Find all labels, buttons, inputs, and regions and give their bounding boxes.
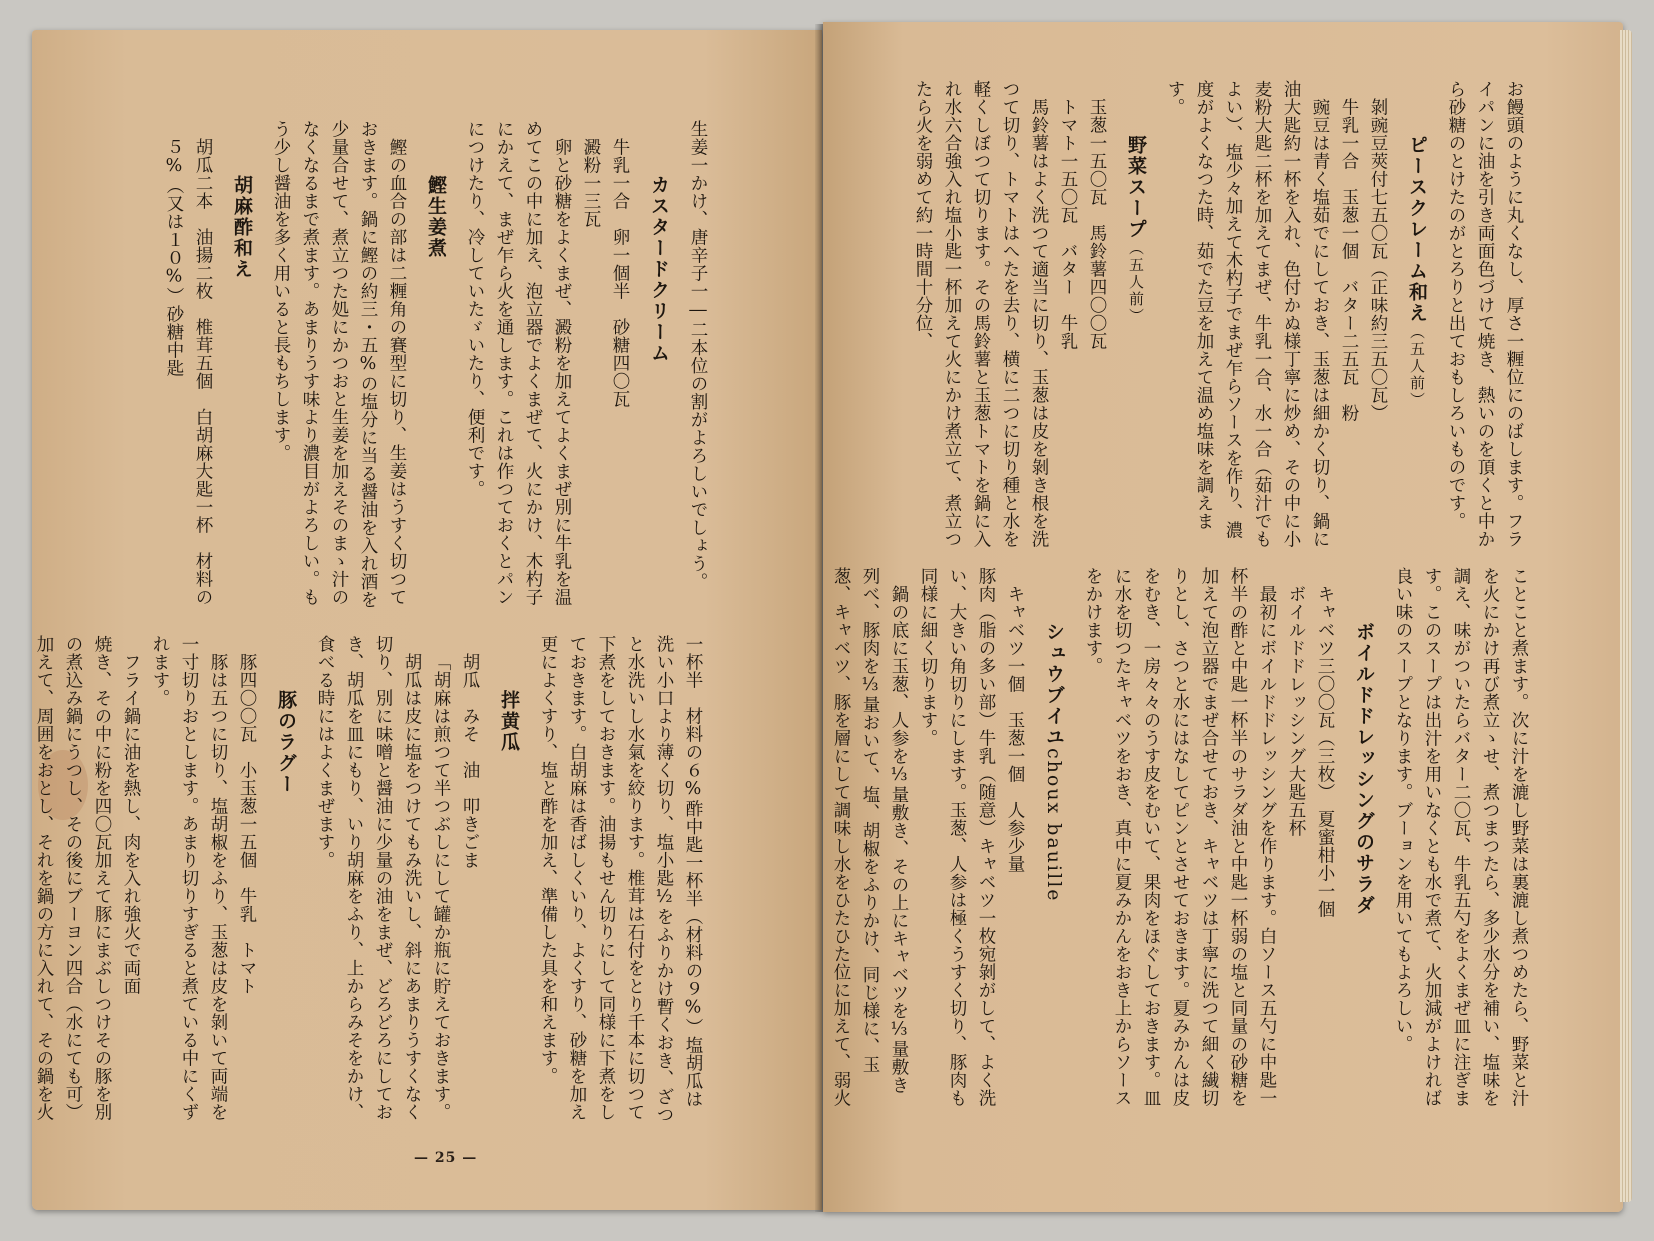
left-page-top-column xyxy=(92,120,712,620)
ingredient-line: 玉葱一五〇瓦 馬鈴薯四〇〇瓦 xyxy=(1087,98,1107,350)
body-paragraph: お饅頭のように丸くなし、厚さ一糎位にのばします。フライパンに油を引き両面色づけて焼き、熱いのを頂くと中から砂糖のとけたのがとろりと出ておもしろいものです。 xyxy=(1446,80,1524,548)
ingredient-line: 豚四〇〇瓦 小玉葱一五個 牛乳 トマト xyxy=(237,653,257,995)
recipe-title: ボイルドドレッシングのサラダ xyxy=(1353,622,1375,916)
recipe-heading xyxy=(1349,567,1378,1107)
recipe-heading xyxy=(271,635,300,1125)
recipe-latin-name: choux bauille xyxy=(1043,748,1065,903)
ingredient-line: 澱粉一三瓦 xyxy=(581,138,601,228)
recipe-title: 野菜スープ xyxy=(1125,135,1147,240)
recipe-title: 胡麻酢和え xyxy=(231,175,253,280)
body-paragraph: 豚は五つに切り、塩胡椒をふり、玉葱は皮を剝いて両端を一寸切りおとします。あまり切りすぎると煮ている中にくずれます。 xyxy=(150,635,228,1121)
serving-size: （五人前） xyxy=(1408,324,1426,409)
ingredient-line: ボイルドドレッシング大匙五杯 xyxy=(1286,585,1306,837)
ingredient-line: 胡瓜二本 油揚二枚 椎茸五個 白胡麻大匙一杯 材料の５%（又は１０%）砂糖中匙 xyxy=(164,138,213,606)
body-paragraph: 馬鈴薯はよく洗つて適当に切り、玉葱は皮を剝き根を洗つて切り、トマトはへたを去り、横に二つに切り種と水を軽くしぼつて切ります。その馬鈴薯と玉葱トマトを鍋に入れ水六合強入れ塩小匙一杯加えて火にかけ煮立て、煮立つたら火を弱めて約一時間十分位、 xyxy=(913,80,1049,548)
recipe-title: 拌黄瓜 xyxy=(498,690,520,753)
ingredient-line: 牛乳一合 卵一個半 砂糖四〇瓦 xyxy=(610,138,630,408)
recipe-heading xyxy=(494,635,523,1125)
body-paragraph: 最初にボイルドドレッシングを作ります。白ソース五勺に中匙一杯半の酢と中匙一杯半のサラダ油と中匙一杯弱の塩と同量の砂糖を加えて泡立器でまぜ合せておき、キャベツは丁寧に洗つて細く繊切りとし、さつと水にはなしてピンとさせておきます。夏みかんは皮をむき、一房々々のうす皮をむいて、果肉をほぐしておきます。皿に水を切つたキャベツをおき、真中に夏みかんをおき上からソースをかけます。 xyxy=(1083,567,1277,1107)
recipe-heading xyxy=(1039,567,1068,1107)
recipe-heading xyxy=(421,120,450,620)
left-page xyxy=(32,30,822,1210)
body-paragraph: 生姜一かけ、唐辛子一―二本位の割がよろしいでしょう。 xyxy=(688,120,708,591)
page-number-left: — 25 — xyxy=(414,1150,478,1166)
body-paragraph: 鰹の血合の部は二糎角の賽型に切り、生姜はうすく切つておきます。鍋に鰹の約三・五%の塩分に当る醤油を入れ酒を少量合せて、煮立つた処にかつおと生姜を加えそのまゝ汁のなくなるまで煮ます。あまりうす味より濃目がよろしい。もう少し醤油を多く用いると長もちします。 xyxy=(271,120,407,609)
body-paragraph: 卵と砂糖をよくまぜ、澱粉を加えてよくまぜ別に牛乳を温めてこの中に加え、泡立器でよくまぜて、火にかけ、木杓子にかえて、まぜ乍ら火を通します。これは作つておくとパンにつけたり、冷していたゞいたり、便利です。 xyxy=(465,120,572,606)
ingredient-line: キャベツ三〇〇瓦（三枚） 夏蜜柑小一個 xyxy=(1315,585,1335,919)
ingredient-line: キャベツ一個 玉葱一個 人参少量 xyxy=(1005,585,1025,873)
body-paragraph: 胡瓜は皮に塩をつけてもみ洗いし、斜にあまりうすくなく切り、別に味噌と醤油に少量の油をまぜ、どろどろにしておき、胡瓜を皿にもり、いり胡麻をふり、上からみそをかけ、食べる時にはよくまぜます。 xyxy=(315,635,422,1121)
ingredient-line: 剝豌豆莢付七五〇瓦（正味約三五〇瓦） xyxy=(1368,98,1388,422)
body-paragraph: 一杯半 材料の６%酢中匙一杯半（材料の９%）塩胡瓜は洗い小口より薄く切り、塩小匙½をふりかけ暫くおき、ざつと水洗いし水氣を絞ります。椎茸は石付をとり千本に切つて下煮をしておきます。油揚もせん切りにして同様に下煮をしておきます。白胡麻は香ばしくいり、よくすり、砂糖を加え更によくすり、塩と酢を加え、準備した具を和えます。 xyxy=(538,635,703,1124)
right-page-top-column xyxy=(908,80,1528,550)
left-page-bottom-column xyxy=(34,635,707,1125)
body-paragraph: 焼き、その中に粉を四〇瓦加えて豚にまぶしつけその豚を別の煮込み鍋にうつし、その後にブーヨン四合（水にても可）加えて、周囲をおとし、それを鍋の方に入れて、その鍋を火 xyxy=(34,635,112,1121)
body-paragraph: 鍋の底に玉葱、人参を⅓量敷き、その上にキャベツを⅓量敷き列べ、豚肉を⅓量おいて、塩、胡椒をふりかけ、同じ様に、玉葱、キャベツ、豚を層にして調味し水をひたひた位に加えて、弱火 xyxy=(831,567,909,1107)
ingredient-line: トマト一五〇瓦 バター 牛乳 xyxy=(1058,98,1078,350)
recipe-title: カスタードクリーム xyxy=(648,175,670,364)
recipe-heading xyxy=(644,120,673,620)
body-paragraph: 「胡麻は煎つて半つぶしにして罐か瓶に貯えておきます。 xyxy=(431,652,451,1121)
right-page-bottom-column xyxy=(831,567,1533,1107)
recipe-heading xyxy=(1121,80,1150,550)
recipe-title: 豚のラグー xyxy=(275,690,297,795)
recipe-title: シュウブイユ xyxy=(1043,622,1065,748)
body-paragraph: 豚肉（脂の多い部）牛乳（随意）キャベツ一枚宛剝がして、よく洗い、大きい角切りにします。玉葱、人参は極くうすく切り、豚肉も同様に細く切ります。 xyxy=(918,567,996,1107)
right-page xyxy=(823,22,1623,1212)
recipe-heading xyxy=(227,120,256,620)
page-edges xyxy=(1620,30,1632,1202)
ingredient-line: 胡瓜 みそ 油 叩きごま xyxy=(460,653,480,869)
ingredient-line: 牛乳一合 玉葱一個 バター二五瓦 粉 xyxy=(1339,98,1359,422)
serving-size: （五人前） xyxy=(1127,240,1145,325)
body-paragraph: フライ鍋に油を熱し、肉を入れ強火で両面 xyxy=(121,652,141,995)
body-paragraph: 豌豆は青く塩茹でにしておき、玉葱は細かく切り、鍋に油大匙約一杯を入れ、色付かぬ様丁寧に炒め、その中に小麦粉大匙二杯を加えてまぜ、牛乳一合、水一合（茹汁でもよい）、塩少々加えて木杓子でまぜ乍らソースを作り、濃度がよくなつた時、茹でた豆を加えて温め塩味を調えます。 xyxy=(1165,80,1330,548)
recipe-title: 鰹生姜煮 xyxy=(425,175,447,259)
recipe-heading xyxy=(1402,80,1431,550)
recipe-title: ピースクレーム和え xyxy=(1406,135,1428,324)
body-paragraph: ことこと煮ます。次に汁を漉し野菜は裏漉し煮つめたら、野菜と汁を火にかけ再び煮立ゝせ、煮つまつたら、多少水分を補い、塩味を調え、味がついたらバター二〇瓦、牛乳五勺をよくまぜ皿に注ぎます。このスープは出汁を用いなくとも水で煮て、火加減がよければ良い味のスープとなります。ブーョンを用いてもよろしい。 xyxy=(1393,567,1529,1107)
